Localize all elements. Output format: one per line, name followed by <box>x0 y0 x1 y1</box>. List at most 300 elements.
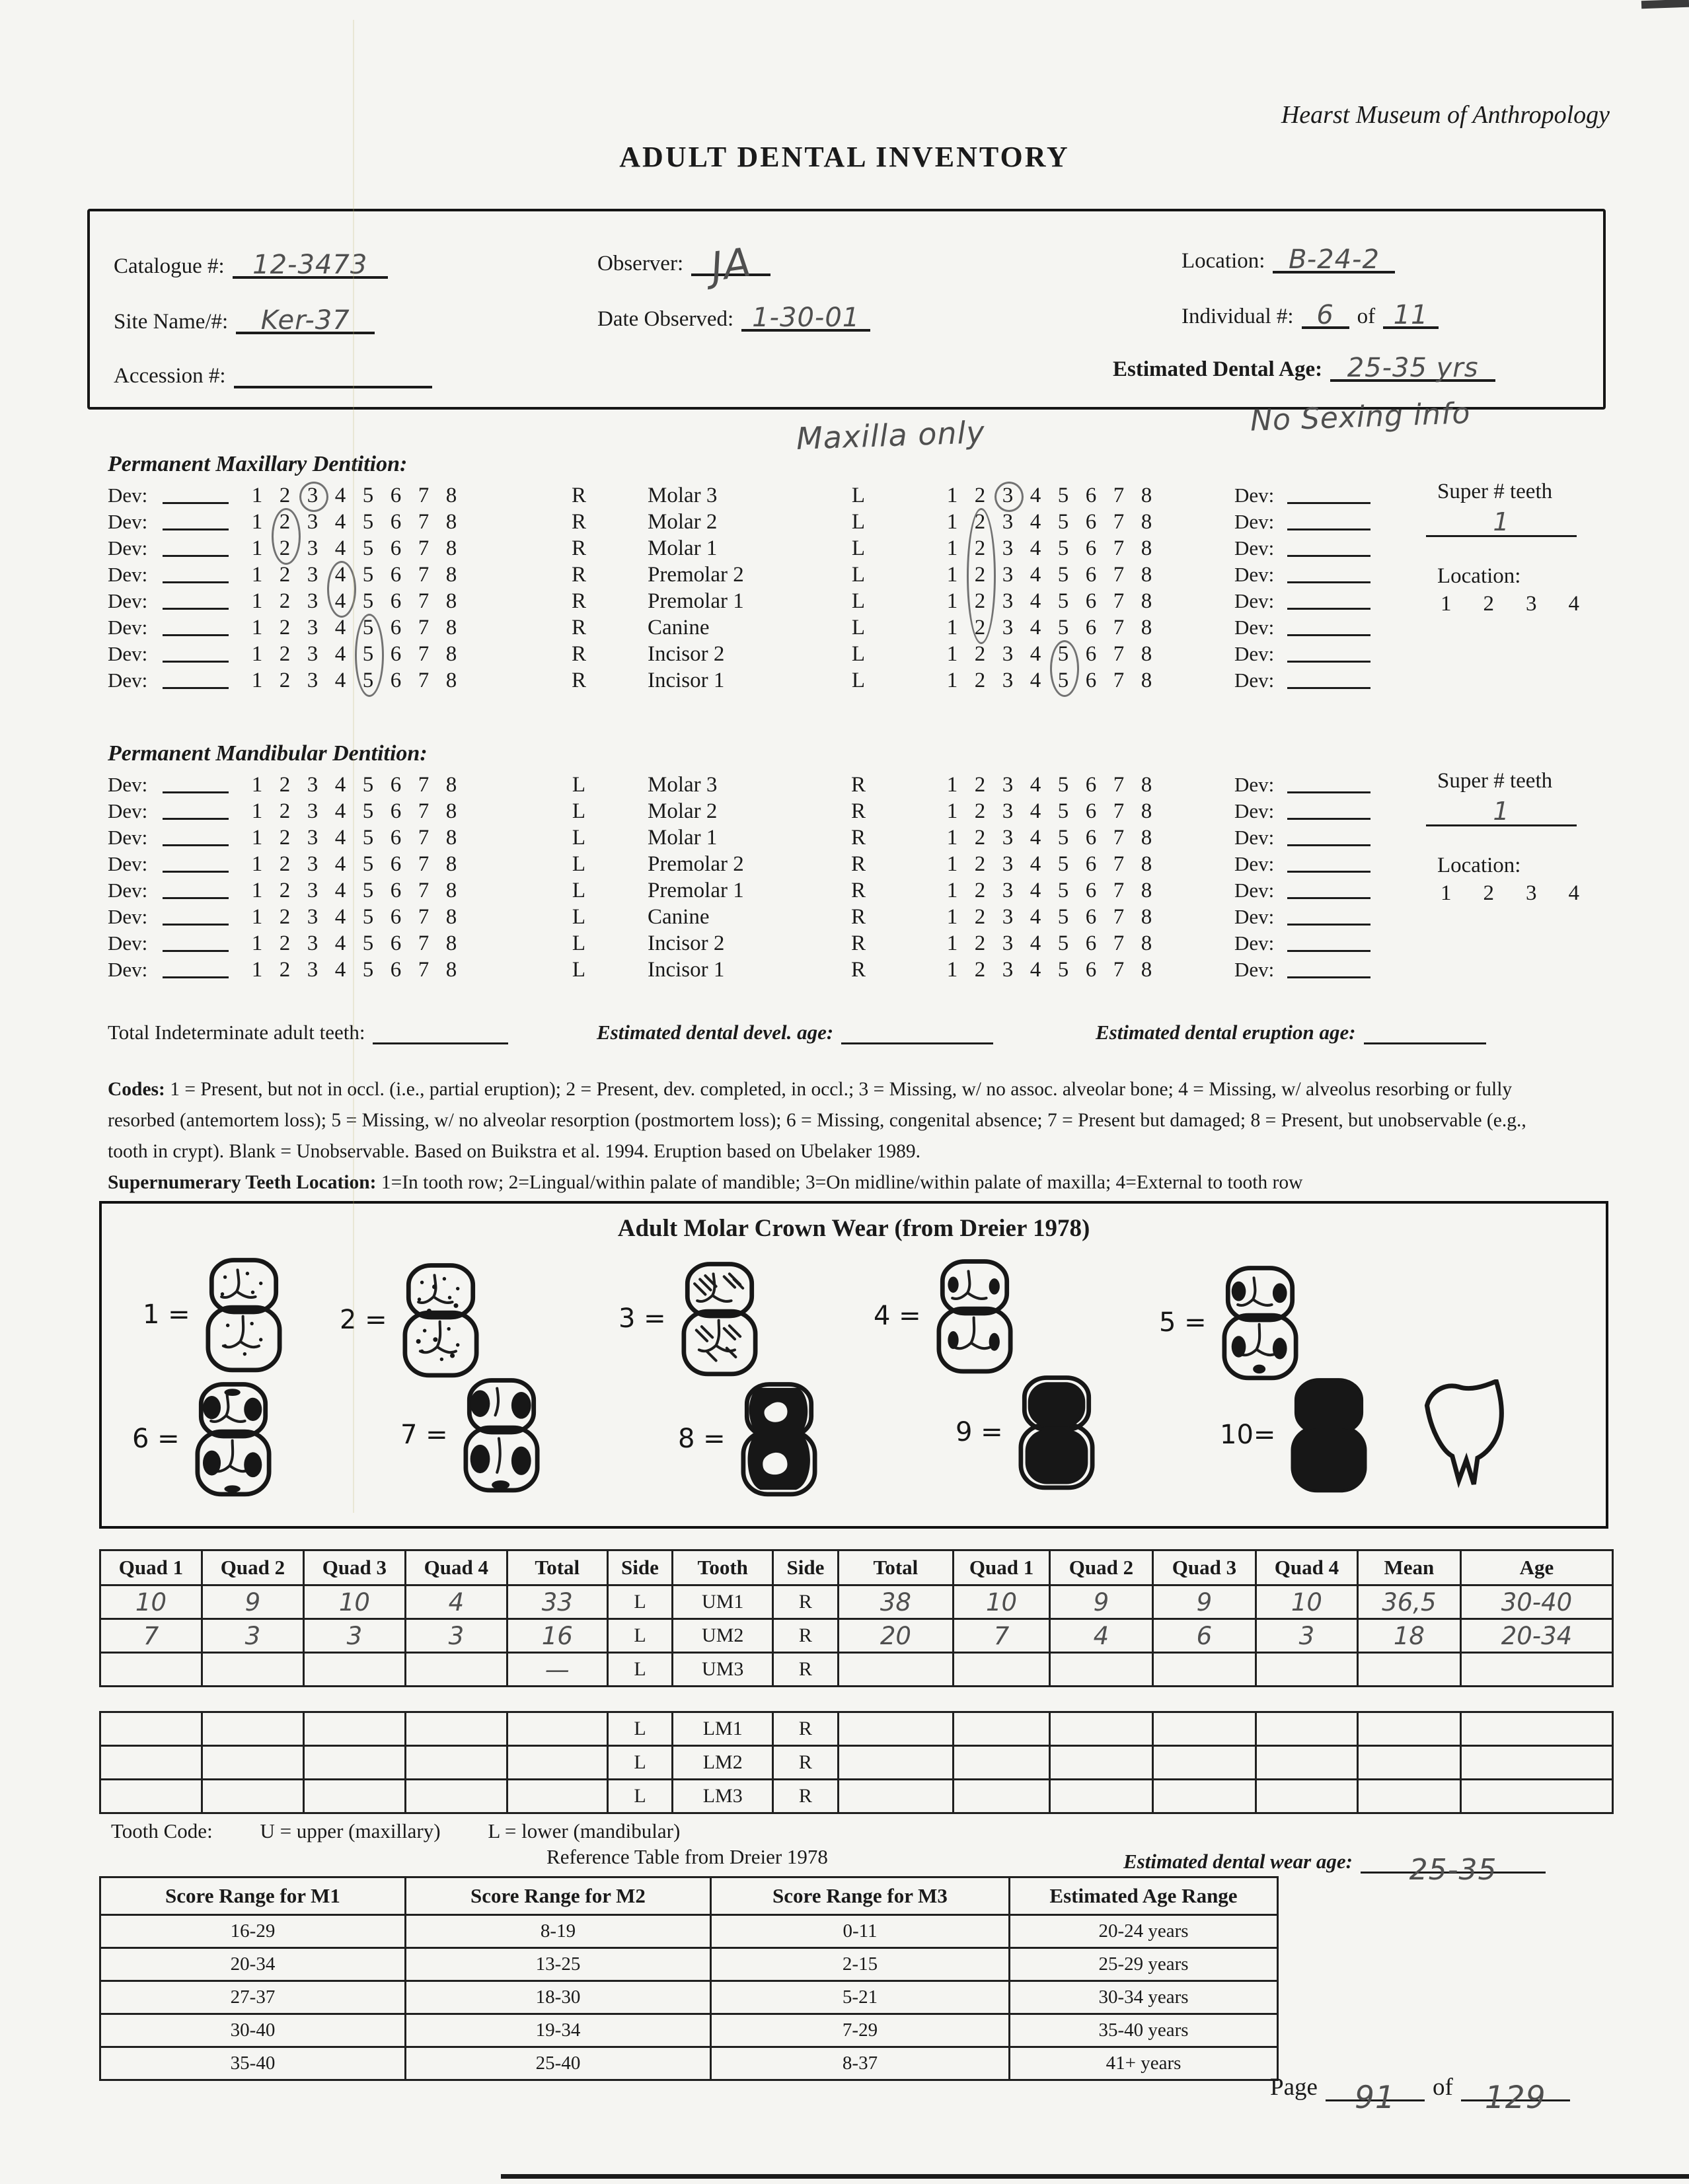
wear-table-score-cell <box>303 1780 405 1813</box>
dev-blank-line <box>163 562 229 583</box>
wear-table-printed-cell: L <box>607 1780 673 1813</box>
tooth-name: Molar 1 <box>648 826 718 850</box>
tooth-code-number: 4 <box>1030 799 1041 823</box>
location-option-number: 3 <box>1526 881 1537 905</box>
tooth-code-number: 5 <box>1057 563 1069 587</box>
wear-table-score-cell: 7 <box>100 1619 202 1653</box>
wear-table-printed-cell: L <box>607 1619 673 1653</box>
tooth-code-number: 7 <box>418 773 430 797</box>
location-label: Location: <box>1182 249 1265 273</box>
site-field <box>114 301 375 334</box>
wear-table-score-cell <box>954 1653 1050 1687</box>
dev-label: Dev: <box>1234 958 1275 981</box>
tooth-code-number: 1 <box>946 879 958 902</box>
tooth-code-number: 8 <box>445 563 457 587</box>
page-footer <box>1270 2073 1570 2116</box>
tooth-code-number: 4 <box>1030 484 1041 507</box>
wear-table-printed-cell: L <box>607 1653 673 1687</box>
tooth-code-number: 4 <box>334 773 346 797</box>
tooth-code-number: 6 <box>1085 669 1097 692</box>
tooth-code-number: 5 <box>1057 669 1069 692</box>
observer-label: Observer: <box>597 252 684 275</box>
dev-blank-line <box>163 482 229 504</box>
tooth-code-number: 1 <box>946 958 958 982</box>
tooth-code-number: 4 <box>334 563 346 587</box>
tooth-code-number: 2 <box>974 852 986 876</box>
side-letter: R <box>571 536 586 560</box>
tooth-code-number: 7 <box>418 484 430 507</box>
tooth-code-number: 1 <box>251 931 263 955</box>
molar-wear-illustration <box>395 1259 486 1381</box>
dev-label: Dev: <box>108 931 148 955</box>
side-letter: R <box>571 669 586 692</box>
wear-table-printed-cell: UM2 <box>673 1619 773 1653</box>
pencil-circle-annotation <box>995 482 1024 512</box>
side-letter: L <box>851 669 866 692</box>
tooth-code-number: 1 <box>251 484 263 507</box>
dev-label: Dev: <box>1234 484 1275 507</box>
wear-table-score-cell <box>303 1653 405 1687</box>
reference-table-cell: 35-40 years <box>1010 2014 1278 2047</box>
tooth-code-number: 1 <box>251 773 263 797</box>
individual-of-label: of <box>1357 305 1376 328</box>
catalogue-field <box>114 246 388 279</box>
reference-table-cell: 20-24 years <box>1010 1915 1278 1948</box>
wear-table-score-cell: 10 <box>100 1585 202 1619</box>
reference-table-cell: 30-34 years <box>1010 1981 1278 2014</box>
reference-table-cell: 2-15 <box>711 1948 1010 1981</box>
tooth-code-number: 4 <box>334 905 346 929</box>
tooth-code-number: 4 <box>1030 852 1041 876</box>
dev-label: Dev: <box>108 616 148 639</box>
tooth-code-number: 1 <box>251 510 263 534</box>
tooth-code-number: 8 <box>1141 773 1152 797</box>
score-numbers-right <box>938 877 1160 904</box>
pencil-circle-annotation <box>355 614 384 697</box>
wear-table-score-cell <box>1152 1653 1256 1687</box>
tooth-code-number: 2 <box>974 589 986 613</box>
tooth-code-number: 5 <box>1057 484 1069 507</box>
tooth-code-number: 5 <box>1057 642 1069 666</box>
wear-table-score-cell <box>1256 1746 1357 1780</box>
tooth-code-number: 7 <box>1113 510 1125 534</box>
tooth-code-number: 3 <box>1002 931 1014 955</box>
tooth-code-number: 5 <box>362 773 374 797</box>
wear-table-header: Mean <box>1357 1550 1460 1585</box>
reference-table-cell: 0-11 <box>711 1915 1010 1948</box>
tooth-code-number: 8 <box>445 510 457 534</box>
tooth-code-number: 3 <box>1002 669 1014 692</box>
tooth-code-number: 2 <box>974 799 986 823</box>
tooth-code-number: 4 <box>1030 931 1041 955</box>
wear-table-score-cell: 20 <box>838 1619 953 1653</box>
tooth-code-number: 5 <box>362 852 374 876</box>
super-teeth-line <box>1426 798 1577 826</box>
wear-table-score-cell: 16 <box>507 1619 607 1653</box>
maxillary-dentition-section <box>0 452 1689 741</box>
tooth-code-number: 6 <box>390 799 402 823</box>
scan-edge-artifact <box>501 2174 1689 2179</box>
wear-table-score-cell <box>1460 1653 1612 1687</box>
wear-score-table-lower <box>99 1711 1614 1814</box>
side-letter: R <box>571 589 586 613</box>
reference-table-cell: 41+ years <box>1010 2047 1278 2080</box>
tooth-code-number: 4 <box>1030 563 1041 587</box>
dev-label: Dev: <box>1234 931 1275 955</box>
tooth-code-number: 2 <box>974 669 986 692</box>
wear-table-score-cell <box>202 1746 303 1780</box>
dentition-row <box>0 562 1689 588</box>
side-letter: L <box>851 510 866 534</box>
wear-table-score-cell: 4 <box>405 1585 507 1619</box>
wear-table-score-cell: 9 <box>202 1585 303 1619</box>
tooth-side-view-illustration <box>1417 1379 1516 1492</box>
tooth-code-number: 4 <box>1030 879 1041 902</box>
crown-wear-grade-item <box>874 1255 1020 1377</box>
tooth-code-number: 2 <box>279 536 291 560</box>
super-teeth-label: Super # teeth <box>1437 769 1553 793</box>
supernumerary-text: 1=In tooth row; 2=Lingual/within palate of mandible; 3=On midline/within palate of maxilla; 4=External to tooth row <box>381 1172 1303 1193</box>
score-numbers-left <box>243 957 465 983</box>
tooth-code-number: 7 <box>1113 931 1125 955</box>
location-option-number: 2 <box>1483 592 1494 616</box>
tooth-code-number: 4 <box>334 589 346 613</box>
location-option-number: 4 <box>1568 592 1579 616</box>
score-numbers-left <box>243 851 465 877</box>
wear-table-score-cell <box>100 1653 202 1687</box>
molar-wear-illustration <box>1215 1262 1306 1383</box>
wear-table-score-cell <box>1152 1712 1256 1746</box>
crown-wear-grade-item <box>143 1254 289 1375</box>
tooth-code-number: 8 <box>445 852 457 876</box>
dental-age-field <box>1113 349 1495 382</box>
tooth-code-number: 8 <box>1141 536 1152 560</box>
wear-table-score-cell: 36,5 <box>1357 1585 1460 1619</box>
date-observed-value: 1-30-01 <box>752 303 860 333</box>
score-numbers-right <box>938 667 1160 694</box>
wear-table-score-cell <box>507 1746 607 1780</box>
tooth-name: Molar 2 <box>648 510 718 534</box>
dentition-row <box>0 904 1689 930</box>
wear-table-score-cell: 3 <box>202 1619 303 1653</box>
location-value: B-24-2 <box>1288 244 1380 275</box>
side-letter: R <box>850 931 866 955</box>
side-letter: R <box>850 826 866 850</box>
dev-label: Dev: <box>108 852 148 875</box>
wear-table-score-cell: 4 <box>1049 1619 1152 1653</box>
crown-wear-grade-item <box>340 1259 486 1381</box>
wear-table-score-cell <box>1152 1780 1256 1813</box>
wear-table-score-cell: 7 <box>954 1619 1050 1653</box>
tooth-code-number: 8 <box>445 826 457 850</box>
reference-table-row <box>100 1948 1278 1981</box>
wear-table-header: Age <box>1460 1550 1612 1585</box>
tooth-code-number: 7 <box>1113 669 1125 692</box>
tooth-code-number: 6 <box>1085 931 1097 955</box>
dental-age-line <box>1330 349 1495 382</box>
tooth-code-number: 4 <box>1030 510 1041 534</box>
side-letter: R <box>571 616 586 639</box>
reference-table-cell: 13-25 <box>406 1948 711 1981</box>
wear-table-score-cell <box>1049 1653 1152 1687</box>
side-letter: R <box>571 642 586 666</box>
tooth-name: Premolar 1 <box>648 879 744 902</box>
dev-blank-line <box>1287 877 1370 899</box>
page-number: 91 <box>1355 2080 1396 2116</box>
indeterminate-teeth-line <box>373 1017 508 1044</box>
eruption-age-label: Estimated dental eruption age: <box>1096 1021 1356 1044</box>
tooth-code-number: 6 <box>1085 616 1097 639</box>
dentition-row <box>0 482 1689 509</box>
codes-paragraph <box>108 1074 1561 1167</box>
reference-table-header: Score Range for M3 <box>711 1877 1010 1915</box>
wear-table-printed-cell: R <box>773 1619 839 1653</box>
tooth-code-number: 1 <box>251 958 263 982</box>
score-numbers-left <box>243 930 465 957</box>
indeterminate-teeth-field <box>108 1017 508 1044</box>
tooth-code-number: 7 <box>418 669 430 692</box>
tooth-code-number: 2 <box>279 773 291 797</box>
tooth-code-number: 8 <box>445 669 457 692</box>
dev-label: Dev: <box>108 563 148 586</box>
tooth-code-number: 3 <box>307 536 319 560</box>
scan-corner-artifact <box>1641 0 1689 9</box>
dev-label: Dev: <box>108 536 148 560</box>
wear-table-score-cell <box>1256 1780 1357 1813</box>
tooth-code-number: 3 <box>1002 879 1014 902</box>
wear-table-header: Side <box>607 1550 673 1585</box>
tooth-code-number: 4 <box>334 484 346 507</box>
wear-table-score-cell: 10 <box>954 1585 1050 1619</box>
tooth-code-number: 8 <box>1141 642 1152 666</box>
tooth-code-number: 5 <box>1057 799 1069 823</box>
tooth-code-number: 8 <box>1141 958 1152 982</box>
museum-name: Hearst Museum of Anthropology <box>1281 101 1610 129</box>
accession-field <box>114 355 432 388</box>
dev-label: Dev: <box>1234 905 1275 928</box>
dev-blank-line <box>163 588 229 610</box>
individual-label: Individual #: <box>1182 305 1294 328</box>
tooth-code-number: 5 <box>1057 589 1069 613</box>
tooth-code-number: 6 <box>1085 826 1097 850</box>
dev-blank-line <box>1287 930 1370 952</box>
dev-label: Dev: <box>1234 589 1275 612</box>
wear-table-header: Quad 3 <box>303 1550 405 1585</box>
crown-wear-grade-item <box>132 1378 279 1500</box>
tooth-code-number: 2 <box>974 931 986 955</box>
tooth-code-number: 7 <box>418 799 430 823</box>
wear-age-field <box>1123 1846 1546 1887</box>
tooth-code-number: 4 <box>1030 536 1041 560</box>
side-letter: L <box>572 879 586 902</box>
wear-table-score-cell <box>405 1653 507 1687</box>
wear-table-header: Quad 2 <box>1049 1550 1152 1585</box>
tooth-code-number: 2 <box>974 773 986 797</box>
reference-table-cell: 30-40 <box>100 2014 406 2047</box>
tooth-code-number: 7 <box>418 879 430 902</box>
tooth-code-number: 4 <box>334 826 346 850</box>
dev-blank-line <box>163 535 229 557</box>
wear-table-score-cell <box>838 1712 953 1746</box>
dev-label: Dev: <box>108 958 148 981</box>
tooth-code-number: 7 <box>418 510 430 534</box>
tooth-code-number: 5 <box>362 879 374 902</box>
of-label: of <box>1432 2074 1453 2101</box>
catalogue-value: 12-3473 <box>252 250 368 280</box>
observer-signature: JA <box>708 239 755 291</box>
tooth-code-number: 3 <box>307 669 319 692</box>
individual-value: 6 <box>1316 300 1334 330</box>
side-letter: R <box>850 773 866 797</box>
tooth-code-number: 3 <box>1002 826 1014 850</box>
tooth-code-number: 5 <box>1057 879 1069 902</box>
score-numbers-left <box>243 641 465 667</box>
wear-table-score-cell: 9 <box>1049 1585 1152 1619</box>
tooth-code-number: 5 <box>362 905 374 929</box>
dev-blank-line <box>1287 798 1370 820</box>
date-observed-line <box>741 299 870 332</box>
crown-wear-grade-item <box>956 1371 1102 1493</box>
tooth-name: Molar 2 <box>648 799 718 823</box>
dev-blank-line <box>163 641 229 663</box>
tooth-code-number: 5 <box>362 563 374 587</box>
location-option-number: 1 <box>1441 592 1452 616</box>
super-teeth-value: 1 <box>1493 797 1510 826</box>
pencil-circle-annotation <box>272 508 301 565</box>
wear-table-row <box>100 1780 1613 1813</box>
pencil-circle-annotation <box>1050 640 1079 697</box>
tooth-code-number: 2 <box>279 879 291 902</box>
individual-line <box>1302 296 1349 329</box>
tooth-code-number: 5 <box>362 826 374 850</box>
wear-table-header: Total <box>838 1550 953 1585</box>
tooth-code-number: 6 <box>390 958 402 982</box>
tooth-code-number: 7 <box>418 589 430 613</box>
dev-blank-line <box>163 772 229 793</box>
tooth-code-number: 6 <box>390 931 402 955</box>
tooth-code-number: 2 <box>974 958 986 982</box>
tooth-code-number: 5 <box>1057 931 1069 955</box>
reference-table-title: Reference Table from Dreier 1978 <box>546 1845 828 1868</box>
dev-label: Dev: <box>1234 826 1275 849</box>
molar-wear-illustration <box>929 1255 1020 1377</box>
dev-blank-line <box>163 904 229 926</box>
dev-label: Dev: <box>108 484 148 507</box>
tooth-code-number: 3 <box>307 826 319 850</box>
tooth-code-number: 3 <box>307 879 319 902</box>
tooth-code-lower: L = lower (mandibular) <box>488 1819 681 1842</box>
side-letter: L <box>572 931 586 955</box>
dev-label: Dev: <box>108 826 148 849</box>
crown-wear-grade-item <box>400 1374 547 1496</box>
tooth-code-number: 8 <box>445 958 457 982</box>
tooth-code-number: 5 <box>362 799 374 823</box>
wear-table-score-cell: 10 <box>1256 1585 1357 1619</box>
tooth-code-number: 7 <box>1113 773 1125 797</box>
tooth-code-number: 7 <box>1113 958 1125 982</box>
tooth-code-number: 4 <box>334 958 346 982</box>
tooth-code-number: 7 <box>1113 905 1125 929</box>
score-numbers-right <box>938 851 1160 877</box>
side-letter: L <box>851 616 866 639</box>
dentition-row <box>0 851 1689 877</box>
tooth-code-number: 3 <box>307 958 319 982</box>
molar-wear-illustration <box>733 1378 825 1500</box>
tooth-code-number: 5 <box>362 484 374 507</box>
wear-table-printed-cell: L <box>607 1712 673 1746</box>
crown-wear-title: Adult Molar Crown Wear (from Dreier 1978) <box>617 1215 1090 1242</box>
wear-table-score-cell: 20-34 <box>1460 1619 1612 1653</box>
side-letter: L <box>851 589 866 613</box>
tooth-name: Molar 3 <box>648 773 718 797</box>
tooth-code-number: 3 <box>307 510 319 534</box>
side-letter: L <box>851 536 866 560</box>
tooth-code-number: 6 <box>1085 510 1097 534</box>
dev-blank-line <box>1287 588 1370 610</box>
score-numbers-left <box>243 904 465 930</box>
super-location-label: Location: <box>1437 854 1521 877</box>
reference-table-header: Score Range for M2 <box>406 1877 711 1915</box>
score-numbers-left <box>243 667 465 694</box>
dev-blank-line <box>1287 614 1370 636</box>
tooth-code-number: 1 <box>946 563 958 587</box>
tooth-code-number: 4 <box>334 642 346 666</box>
tooth-code-number: 8 <box>445 799 457 823</box>
wear-table-score-cell: 3 <box>303 1619 405 1653</box>
wear-table-printed-cell: R <box>773 1585 839 1619</box>
tooth-code-number: 1 <box>946 852 958 876</box>
tooth-code-number: 3 <box>1002 484 1014 507</box>
devel-age-field <box>597 1017 993 1044</box>
reference-table-header: Estimated Age Range <box>1010 1877 1278 1915</box>
tooth-code-number: 8 <box>1141 852 1152 876</box>
dev-blank-line <box>163 877 229 899</box>
maxilla-only-note: Maxilla only <box>796 414 986 456</box>
crown-wear-grade-label: 10= <box>1220 1420 1276 1450</box>
accession-line <box>234 355 432 388</box>
tooth-code-number: 6 <box>1085 642 1097 666</box>
wear-table-score-cell: — <box>507 1653 607 1687</box>
tooth-code-number: 1 <box>946 536 958 560</box>
reference-table-cell: 5-21 <box>711 1981 1010 2014</box>
tooth-code-number: 4 <box>334 879 346 902</box>
tooth-code-number: 4 <box>1030 669 1041 692</box>
wear-table-printed-cell: UM3 <box>673 1653 773 1687</box>
tooth-code-number: 2 <box>279 905 291 929</box>
tooth-code-number: 6 <box>1085 905 1097 929</box>
dev-blank-line <box>1287 824 1370 846</box>
wear-table-row <box>100 1712 1613 1746</box>
wear-table-printed-cell: R <box>773 1780 839 1813</box>
tooth-code-number: 3 <box>1002 852 1014 876</box>
tooth-code-number: 6 <box>390 536 402 560</box>
tooth-code-number: 6 <box>1085 958 1097 982</box>
tooth-code-number: 1 <box>251 589 263 613</box>
tooth-code-number: 7 <box>1113 799 1125 823</box>
tooth-code-number: 2 <box>279 484 291 507</box>
tooth-code-number: 7 <box>418 616 430 639</box>
tooth-code-legend <box>111 1819 680 1843</box>
tooth-code-number: 1 <box>251 616 263 639</box>
wear-table-printed-cell: UM1 <box>673 1585 773 1619</box>
wear-table-score-cell <box>100 1712 202 1746</box>
wear-table-printed-cell: L <box>607 1585 673 1619</box>
tooth-code-number: 7 <box>1113 826 1125 850</box>
side-letter: L <box>572 958 586 982</box>
tooth-code-number: 6 <box>390 826 402 850</box>
dev-blank-line <box>163 614 229 636</box>
wear-table-row <box>100 1619 1613 1653</box>
